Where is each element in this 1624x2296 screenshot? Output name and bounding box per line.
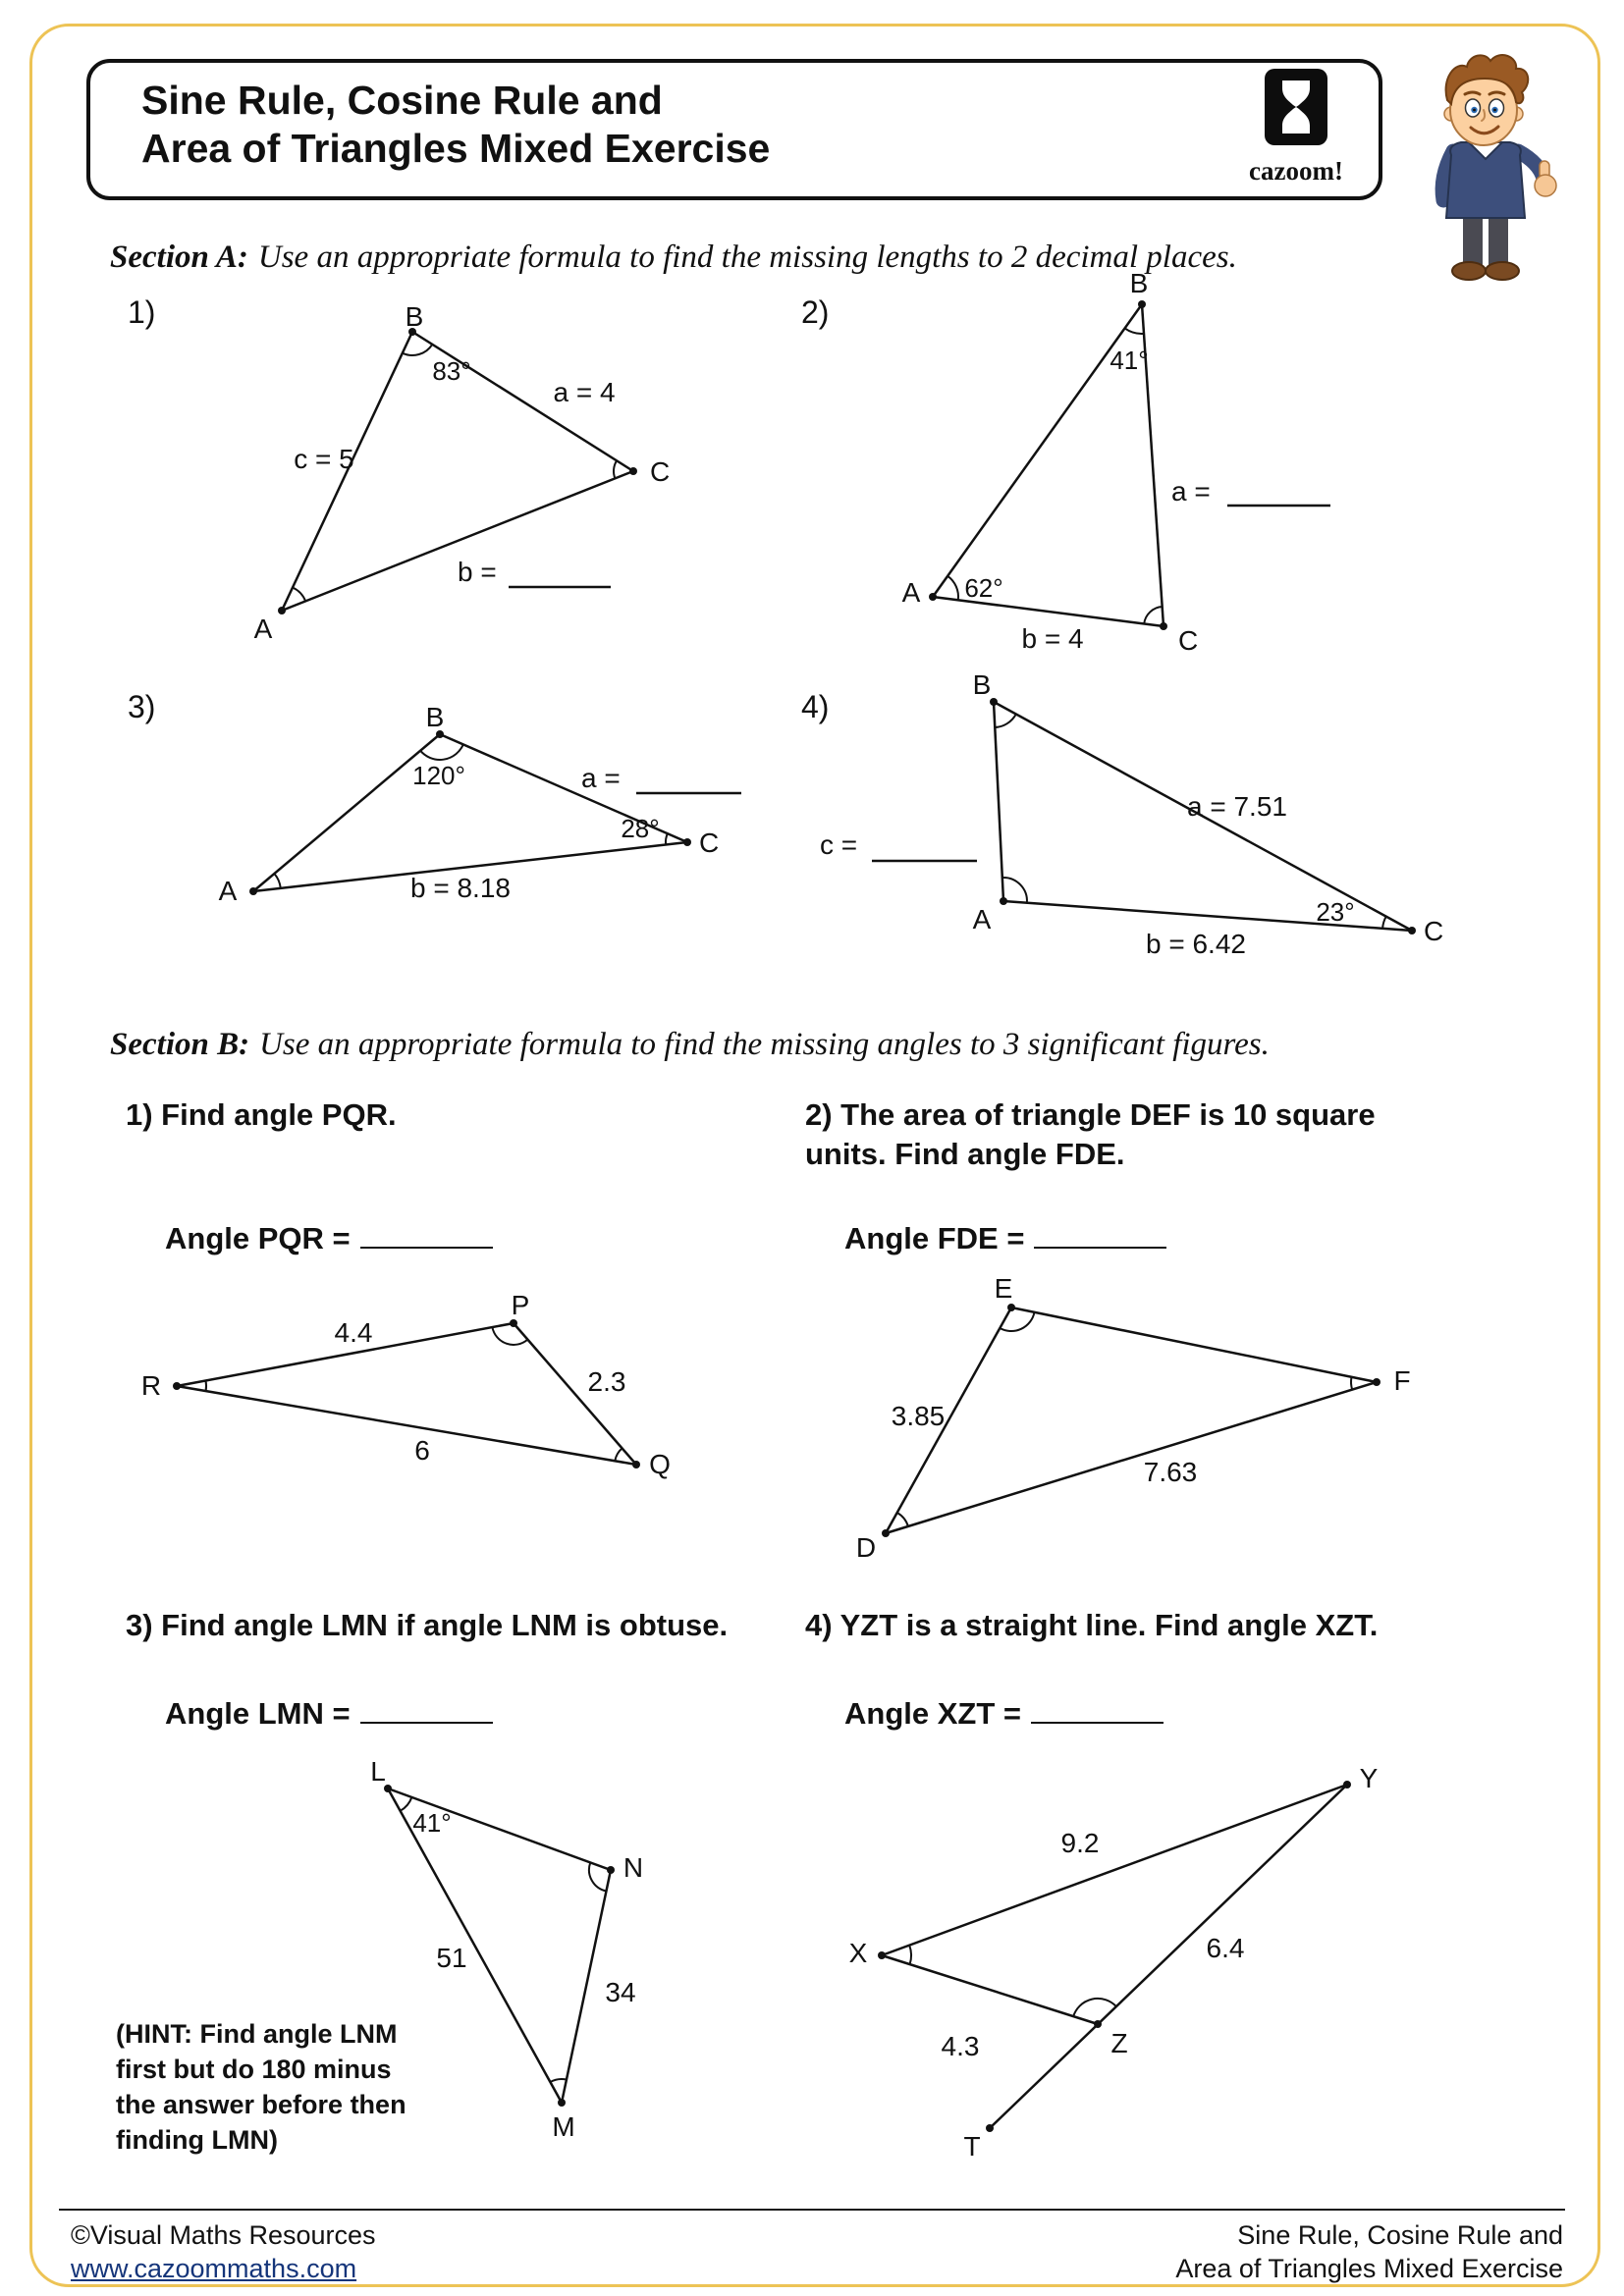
page-title: [141, 77, 770, 173]
section-b-heading: [110, 1027, 1270, 1063]
angle-label-c: 28°: [621, 814, 660, 843]
side-label-yz: 6.4: [1206, 1933, 1245, 1963]
angle-label-b: 120°: [412, 761, 465, 790]
footer-title-line2: Area of Triangles Mixed Exercise: [1175, 2254, 1563, 2283]
angle-label-c: 23°: [1316, 897, 1355, 927]
problem-b2-title-line1: 2) The area of triangle DEF is 10 square: [805, 1097, 1376, 1132]
answer-blank-pqr: [360, 1219, 493, 1249]
hint-line: the answer before then: [116, 2090, 406, 2119]
answer-blank-lmn: [360, 1694, 493, 1724]
vertex-label-a: A: [901, 577, 921, 608]
triangle-abc-1: [226, 290, 717, 653]
vertex-dots: [249, 730, 691, 895]
vertex-label-b: B: [972, 669, 992, 700]
side-label-a: a = 7.51: [1187, 791, 1287, 822]
problem-b4-title: 4) YZT is a straight line. Find angle XZT.: [805, 1608, 1379, 1642]
side-label-rq: 6: [414, 1435, 430, 1466]
figure-a3: [206, 697, 756, 933]
page-title-line2: Area of Triangles Mixed Exercise: [141, 126, 771, 171]
footer-website-link[interactable]: www.cazoommaths.com: [71, 2254, 357, 2283]
vertex-label-z: Z: [1110, 2028, 1128, 2058]
answer-blank-fde: [1034, 1219, 1166, 1249]
side-label-nm: 34: [605, 1977, 636, 2007]
side-label-lm: 51: [436, 1943, 467, 1973]
side-label-xz: 4.3: [941, 2031, 980, 2061]
answer-label-pqr: Angle PQR =: [165, 1221, 351, 1255]
angle-label-b: 83°: [432, 356, 471, 386]
footer-divider: [59, 2209, 1565, 2211]
triangle-def: [835, 1271, 1443, 1575]
side-label-b: b = 4: [1021, 623, 1084, 654]
vertex-label-r: R: [140, 1370, 162, 1401]
vertex-label-a: A: [253, 614, 273, 644]
figure-sides: [882, 1785, 1347, 2128]
answer-line-xzt: [844, 1694, 1164, 1732]
problem-b2-title-line2: units. Find angle FDE.: [805, 1137, 1125, 1171]
triangle-abc-2: [884, 265, 1355, 687]
vertex-label-c: C: [699, 828, 720, 858]
vertex-label-y: Y: [1359, 1763, 1379, 1793]
vertex-label-f: F: [1393, 1365, 1411, 1396]
triangle-sides: [253, 734, 687, 891]
vertex-label-m: M: [552, 2111, 575, 2142]
hint-line: first but do 180 minus: [116, 2055, 392, 2084]
figure-a4: [815, 667, 1463, 972]
vertex-label-a: A: [218, 876, 238, 906]
cartoon-boy-icon: [1382, 49, 1589, 290]
vertex-label-q: Q: [649, 1449, 671, 1479]
footer-copyright: ©Visual Maths Resources: [71, 2220, 376, 2250]
cazoom-logo-icon: [1265, 69, 1327, 145]
answer-label-fde: Angle FDE =: [844, 1221, 1025, 1255]
answer-line-fde: [844, 1219, 1166, 1256]
character-illustration: [1382, 49, 1589, 294]
problem-a2-number: 2): [801, 294, 830, 330]
triangle-abc-3: [206, 697, 756, 933]
hint-line: (HINT: Find angle LNM: [116, 2019, 398, 2049]
figure-a1: [226, 290, 717, 653]
vertex-label-n: N: [623, 1852, 644, 1883]
problem-a3-number: 3): [128, 689, 156, 724]
vertex-label-t: T: [963, 2131, 981, 2162]
section-b-label: Section B:: [110, 1027, 250, 1062]
angle-arcs: [897, 1312, 1352, 1526]
side-label-b: b =: [458, 557, 497, 587]
answer-blank-xzt: [1031, 1694, 1164, 1724]
answer-line-pqr: [165, 1219, 493, 1256]
side-label-c: c =: [820, 829, 858, 860]
section-a-instruction: Use an appropriate formula to find the missing lengths to 2 decimal places.: [257, 240, 1237, 275]
cazoom-logo: [1249, 69, 1343, 187]
vertex-label-c: C: [650, 456, 671, 487]
footer-left: [71, 2218, 376, 2285]
triangle-sides: [886, 1308, 1377, 1533]
angle-label-b: 41°: [1110, 346, 1149, 375]
triangle-rpq: [128, 1286, 697, 1512]
side-label-b: b = 6.42: [1146, 929, 1246, 959]
footer-title-line1: Sine Rule, Cosine Rule and: [1237, 2220, 1563, 2250]
cazoom-logo-text: cazoom!: [1249, 156, 1343, 186]
side-label-rp: 4.4: [334, 1317, 373, 1348]
triangle-sides: [177, 1323, 636, 1465]
vertex-label-a: A: [972, 904, 992, 934]
section-b-instruction: Use an appropriate formula to find the missing angles to 3 significant figures.: [259, 1027, 1270, 1062]
answer-line-lmn: [165, 1694, 493, 1732]
problem-a4-number: 4): [801, 689, 830, 724]
section-a-label: Section A:: [110, 240, 248, 275]
vertex-label-p: P: [511, 1290, 530, 1320]
triangle-abc-4: [815, 667, 1463, 972]
problem-b2-title: [805, 1095, 1376, 1174]
vertex-label-b: B: [425, 702, 445, 732]
problem-b1-title: 1) Find angle PQR.: [126, 1097, 397, 1132]
vertex-dots: [882, 1304, 1380, 1537]
side-label-df: 7.63: [1143, 1457, 1198, 1487]
problem-a1-number: 1): [128, 294, 156, 330]
vertex-dots: [173, 1319, 640, 1468]
figure-b4: [825, 1757, 1434, 2179]
hint-line: finding LMN): [116, 2125, 278, 2155]
side-label-xy: 9.2: [1060, 1828, 1100, 1858]
vertex-label-x: X: [848, 1938, 868, 1968]
side-label-b: b = 8.18: [410, 873, 511, 903]
angle-label-l: 41°: [412, 1808, 452, 1838]
vertex-label-e: E: [994, 1273, 1013, 1304]
vertex-label-b: B: [1129, 268, 1149, 298]
footer-right: [1175, 2218, 1563, 2285]
figure-a2: [884, 265, 1355, 687]
figure-b1: [128, 1286, 697, 1512]
vertex-label-c: C: [1178, 625, 1199, 656]
angle-arcs: [909, 1946, 1116, 2016]
side-label-c: c = 5: [294, 444, 354, 474]
side-label-pq: 2.3: [587, 1366, 626, 1397]
vertex-dots: [878, 1781, 1351, 2132]
side-label-a: a =: [1171, 476, 1211, 507]
vertex-label-b: B: [405, 301, 424, 332]
side-label-a: a =: [581, 763, 621, 793]
problem-b3-title: 3) Find angle LMN if angle LNM is obtuse.: [126, 1608, 729, 1642]
vertex-label-d: D: [855, 1532, 877, 1563]
vertex-label-c: C: [1424, 916, 1444, 946]
figure-b2: [835, 1271, 1443, 1575]
figure-xyzt: [825, 1757, 1434, 2179]
angle-label-a: 62°: [964, 573, 1003, 603]
answer-label-xzt: Angle XZT =: [844, 1696, 1021, 1731]
hint-text: [116, 2016, 406, 2158]
answer-label-lmn: Angle LMN =: [165, 1696, 351, 1731]
vertex-label-l: L: [370, 1757, 386, 1787]
page-title-line1: Sine Rule, Cosine Rule and: [141, 78, 663, 123]
side-label-a: a = 4: [553, 377, 616, 407]
side-label-de: 3.85: [891, 1401, 946, 1431]
